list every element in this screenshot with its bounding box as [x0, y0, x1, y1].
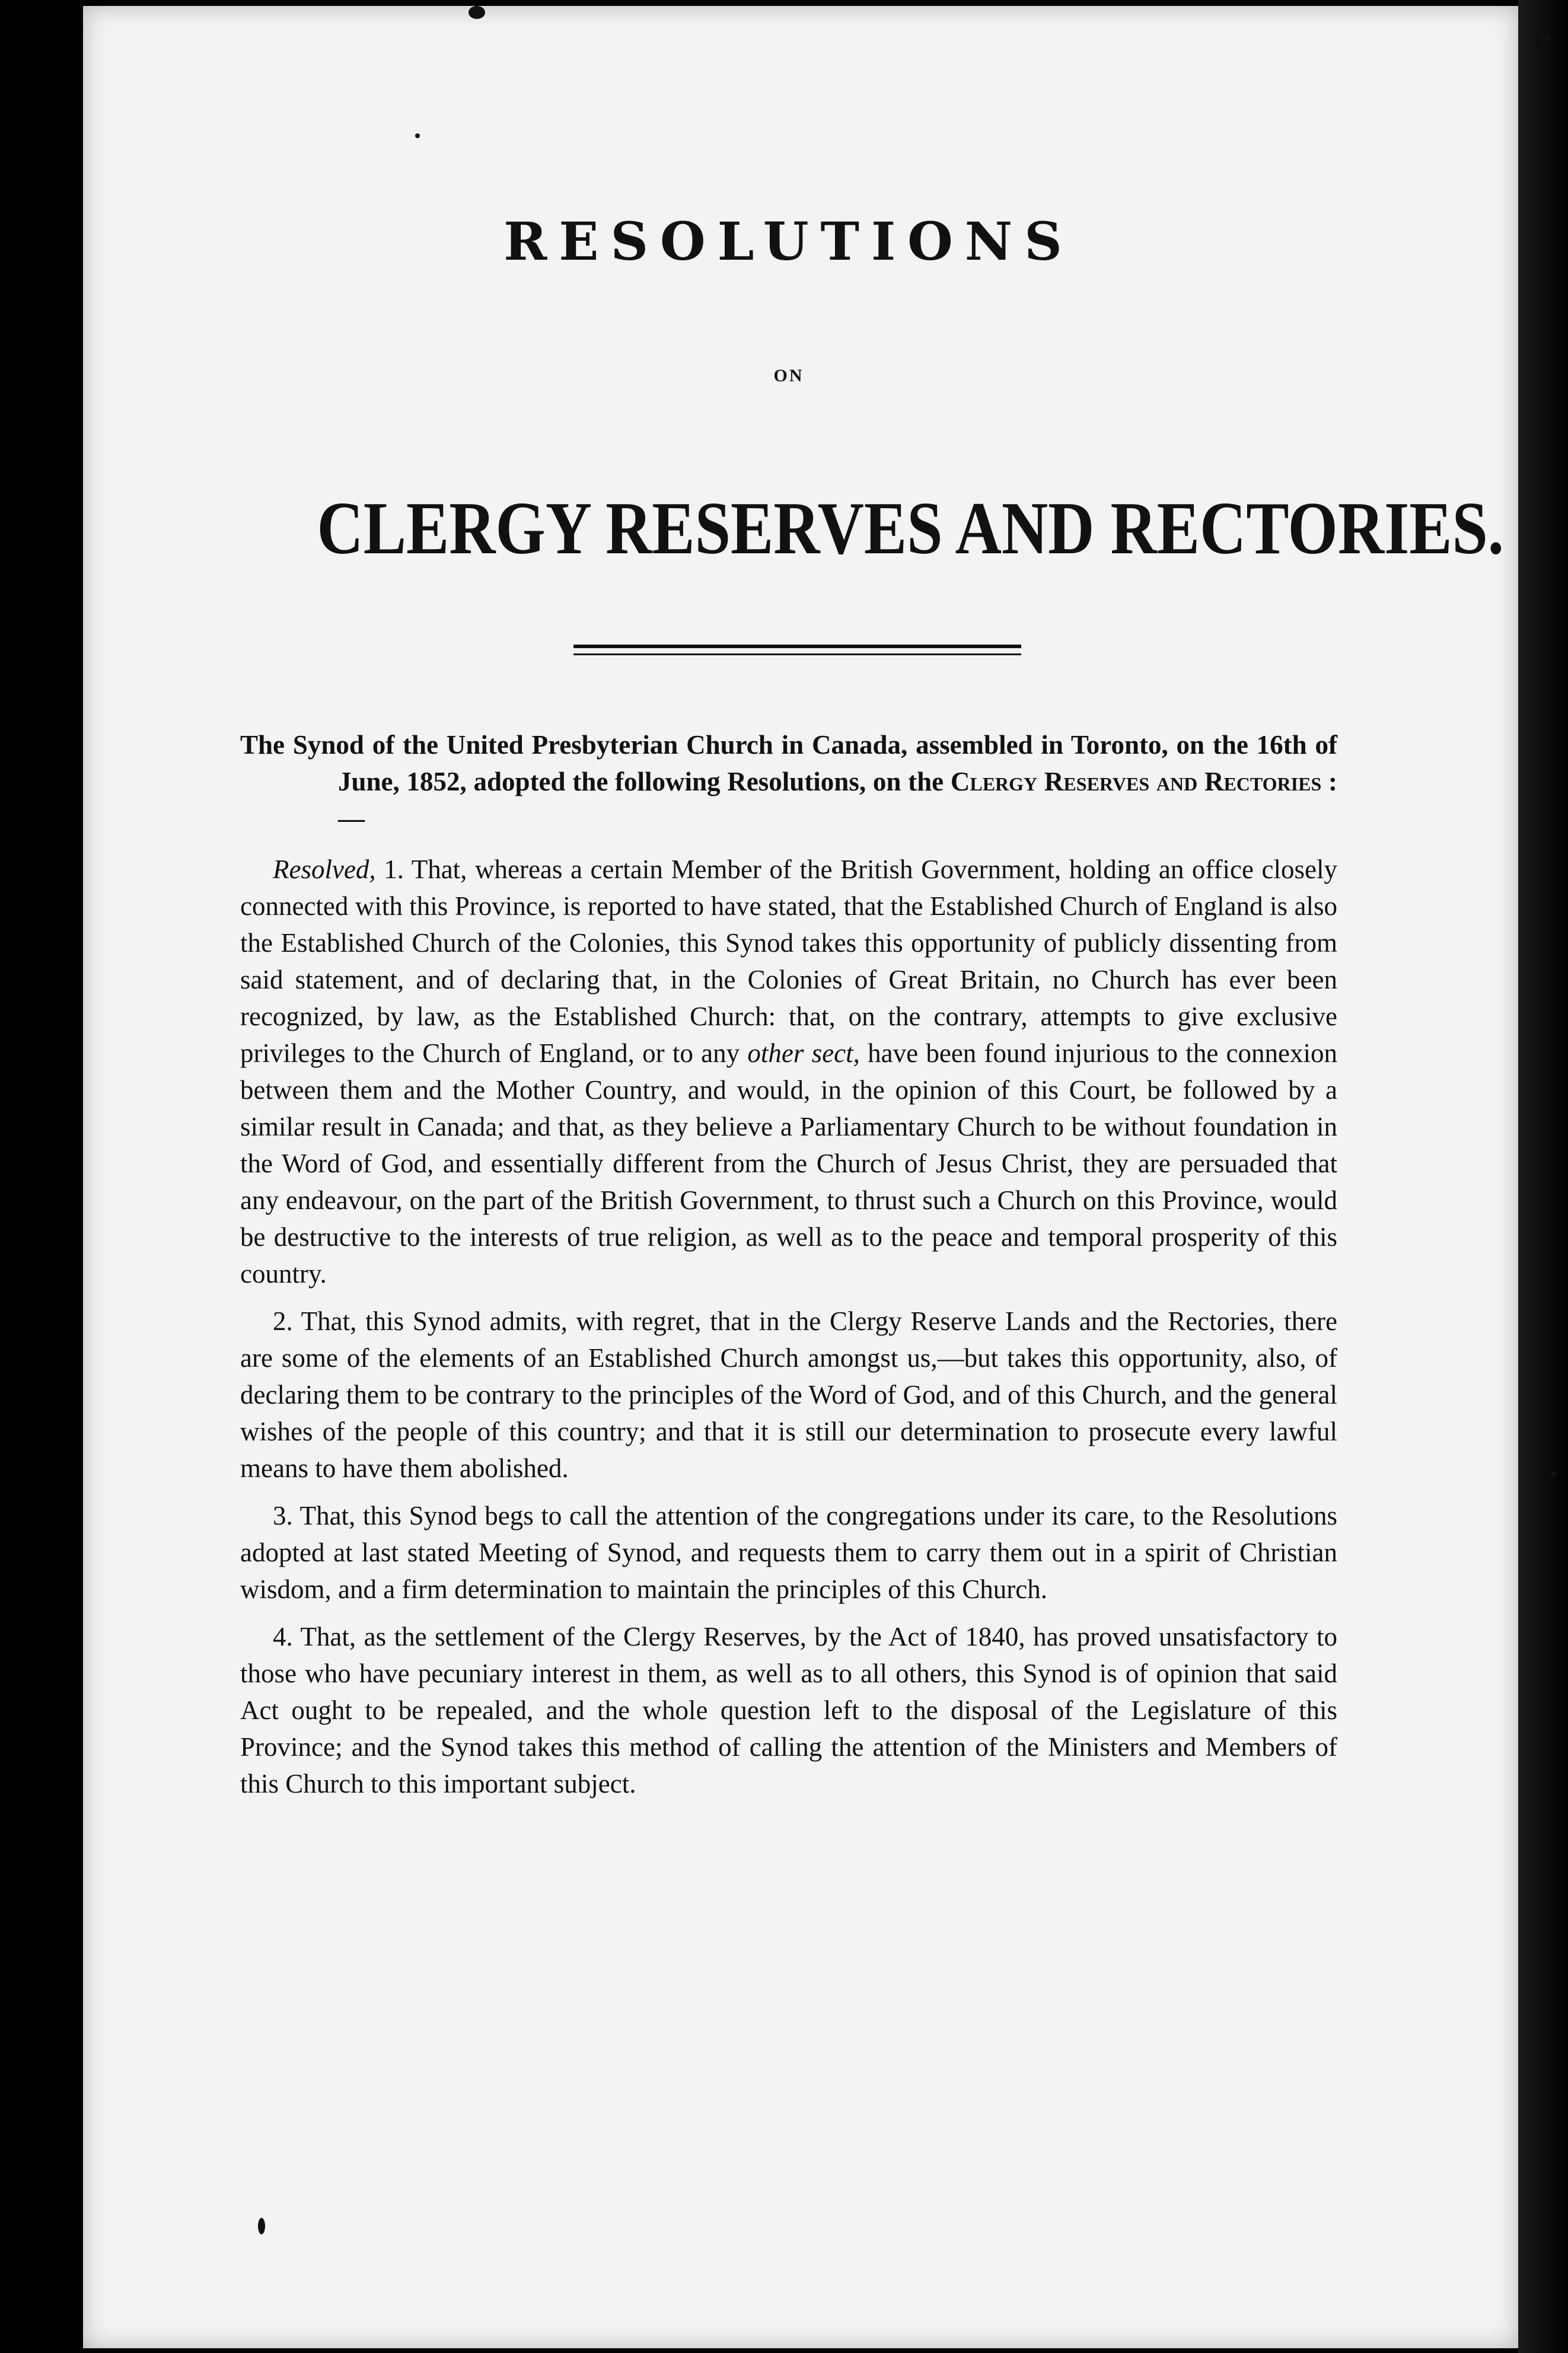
ink-speck [1542, 36, 1550, 42]
resolution-text-cont: have been found injurious to the connexion between them and the Mother Country, and would, in the opinion of this Court, be followed by a similar result in Canada; and that, as they believe a Parliamentary Church to be without foundation in the Word of God, and essentially different from the Church of Jesus Christ, they are persuaded that any endeavour, on the part of the British Government, to thrust such a Church on this Province, would be destructive to the interests of true religion, as well as to the peace and temporal prosperity of this country. [240, 1038, 1338, 1289]
document-body [240, 726, 1337, 1813]
ink-speck [469, 6, 485, 19]
resolution-3: 3. That, this Synod begs to call the attention of the congregations under its care, to the Resolutions adopted at last stated Meeting of Synod, and requests them to carry them out in a spirit of Christian wisdom, and a firm determination to maintain the principles of this Church. [240, 1501, 1337, 1604]
emphasized-text: other sect, [747, 1038, 860, 1068]
resolution-2: 2. That, this Synod admits, with regret, that in the Clergy Reserve Lands and the Rectories, there are some of the elements of an Established Church amongst us,—but takes this opportunity, also, of declaring them to be contrary to the principles of the Word of God, and of this Church, and the general wishes of the people of this country; and that it is still our determination to prosecute every lawful means to have them abolished. [240, 1306, 1337, 1483]
ink-speck [258, 2218, 265, 2234]
ink-speck [1551, 1471, 1557, 1477]
resolution-4: 4. That, as the settlement of the Clergy Reserves, by the Act of 1840, has proved unsatisfactory to those who have pecuniary interest in them, as well as to all others, this Synod is of opinion that said Act ought to be repealed, and the whole question left to the disposal of the Legislature of this Province; and the Synod takes this method of calling the attention of the Ministers and Members of this Church to this important subject. [240, 1622, 1337, 1799]
document-title: RESOLUTIONS [503, 211, 1074, 272]
resolution-number: 1. [375, 855, 404, 884]
intro-text: The Synod of the United Presbyterian Church in Canada, assembled in Toronto, on the 16th of June, 1852, adopted the following Resolutions, on the [240, 730, 1337, 796]
divider-rule [573, 653, 1021, 655]
intro-text-end: :— [338, 767, 1337, 833]
intro-paragraph [240, 726, 1337, 837]
title-connector: ON [773, 366, 804, 385]
intro-subject: Clergy Reserves and Rectories [950, 767, 1322, 796]
scan-edge [1518, 0, 1568, 2353]
resolution-1 [240, 851, 1337, 1292]
divider-rule [573, 645, 1021, 648]
resolved-label: Resolved, [273, 855, 376, 884]
document-subtitle: CLERGY RESERVES AND RECTORIES. [317, 487, 1504, 570]
ink-speck [415, 133, 420, 138]
resolution-text: That, whereas a certain Member of the British Government, holding an office closely connected with this Province, is reported to have stated, that the Established Church of England is also the Established Church of the Colonies, this Synod takes this opportunity of publicly dissenting from said statement, and of declaring that, in the Colonies of Great Britain, no Church has ever been recognized, by law, as the Established Church: that, on the contrary, attempts to give exclusive privileges to the Church of England, or to any [240, 855, 1338, 1068]
